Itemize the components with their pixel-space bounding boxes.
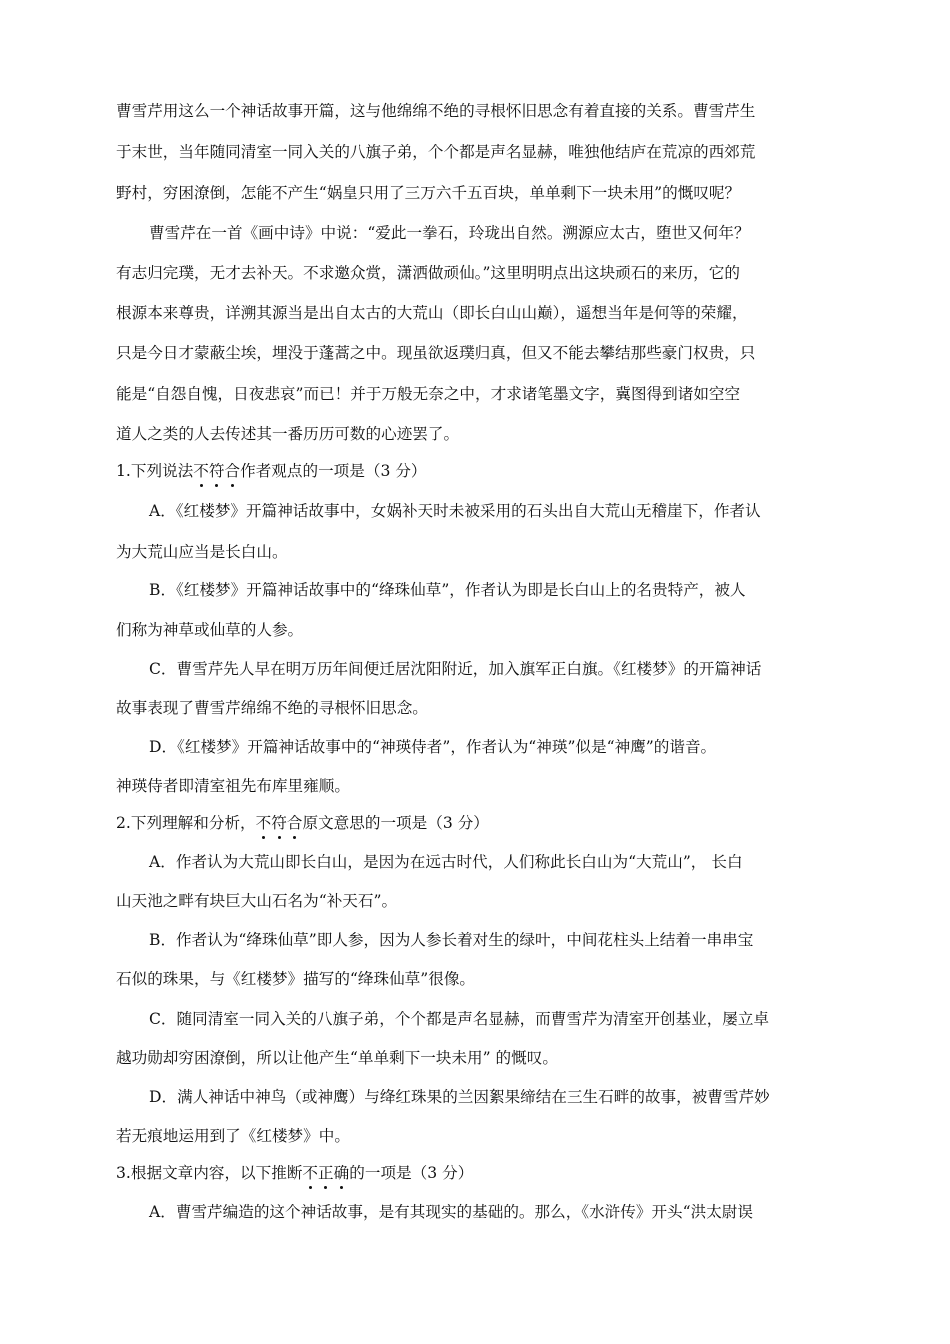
option-b: B．作者认为“绛珠仙草”即人参，因为人参长着对生的绿叶，中间花柱头上结着一串串宝 — [149, 931, 754, 949]
option-b: B．《红楼梦》开篇神话故事中的“绛珠仙草”，作者认为即是长白山上的名贵特产，被人 — [149, 581, 746, 599]
option-a: A．曹雪芹编造的这个神话故事，是有其现实的基础的。那么，《水浒传》开头“洪太尉误 — [149, 1203, 753, 1221]
stem-text: 2.下列理解和分析， — [116, 814, 256, 832]
emphasis-char: 正 — [318, 1164, 334, 1182]
emphasis-char: 符 — [208, 462, 225, 480]
passage-line: 根源本来尊贵，详溯其源当是出自太古的大荒山（即长白山山巅），遥想当年是何等的荣耀， — [116, 304, 748, 322]
passage-line: 能是“自怨自愧，日夜悲哀”而已！并于万般无奈之中，才求诸笔墨文字，冀图得到诸如空空 — [116, 385, 741, 403]
stem-text: 3.根据文章内容，以下推断 — [116, 1164, 303, 1182]
option-c: C．随同清室一同入关的八旗子弟，个个都是声名显赫，而曹雪芹为清室开创基业，屡立卓 — [149, 1010, 770, 1028]
option-a: A．作者认为大荒山即长白山，是因为在远古时代，人们称此长白山为“大荒山”， 长白 — [149, 853, 743, 871]
option-a-cont: 为大荒山应当是长白山。 — [116, 543, 288, 561]
question-1-stem — [116, 461, 427, 481]
emphasis-char: 确 — [333, 1164, 350, 1182]
passage-line: 只是今日才蒙蔽尘埃，埋没于蓬蒿之中。现虽欲返璞归真，但又不能去攀结那些豪门权贵，只 — [116, 344, 756, 362]
stem-text: 作者观点的一项是（3 分） — [240, 462, 427, 480]
emphasis-char: 不 — [302, 1164, 319, 1182]
emphasis-char: 合 — [224, 462, 241, 480]
stem-text: 原文意思的一项是（3 分） — [302, 814, 489, 832]
passage-line: 曹雪芹在一首《画中诗》中说：“爱此一拳石，玲珑出自然。溯源应太古，堕世又何年？ — [149, 224, 750, 242]
passage-line: 道人之类的人去传述其一番历历可数的心迹罢了。 — [116, 425, 460, 443]
passage-line: 于末世，当年随同清室一同入关的八旗子弟，个个都是声名显赫，唯独他结庐在荒凉的西郊荒 — [116, 143, 756, 161]
passage-line: 曹雪芹用这么一个神话故事开篇，这与他绵绵不绝的寻根怀旧思念有着直接的关系。曹雪芹生 — [116, 102, 756, 120]
option-c-cont: 越功勋却穷困潦倒，所以让他产生“单单剩下一块未用” 的慨叹。 — [116, 1049, 558, 1067]
option-d: D．满人神话中神鸟（或神鹰）与绛红珠果的兰因絮果缔结在三生石畔的故事，被曹雪芹妙 — [149, 1088, 770, 1106]
passage-line: 野村，穷困潦倒，怎能不产生“娲皇只用了三万六千五百块，单单剩下一块未用”的慨叹呢？ — [116, 184, 741, 202]
option-c: C．曹雪芹先人早在明万历年间便迁居沈阳附近，加入旗军正白旗。《红楼梦》的开篇神话 — [149, 660, 762, 678]
option-a-cont: 山天池之畔有块巨大山石名为“补天石”。 — [116, 892, 398, 910]
stem-text: 1.下列说法 — [116, 462, 194, 480]
passage-line: 有志归完璞，无才去补天。不求邀众赏，潇洒做顽仙。”这里明明点出这块顽石的来历，它的 — [116, 264, 740, 282]
question-2-stem — [116, 813, 489, 833]
option-c-cont: 故事表现了曹雪芹绵绵不绝的寻根怀旧思念。 — [116, 699, 428, 717]
stem-text: 的一项是（3 分） — [349, 1164, 474, 1182]
emphasis-char: 不 — [193, 462, 209, 480]
emphasis-char: 符 — [271, 814, 287, 832]
option-d-cont: 神瑛侍者即清室祖先布库里雍顺。 — [116, 777, 350, 795]
option-b-cont: 石似的珠果，与《红楼梦》描写的“绛珠仙草”很像。 — [116, 970, 476, 988]
option-d-cont: 若无痕地运用到了《红楼梦》中。 — [116, 1127, 350, 1145]
option-a: A．《红楼梦》开篇神话故事中，女娲补天时未被采用的石头出自大荒山无稽崖下，作者认 — [149, 502, 761, 520]
emphasis-char: 不 — [255, 814, 272, 832]
emphasis-char: 合 — [286, 814, 303, 832]
question-3-stem — [116, 1163, 473, 1183]
option-b-cont: 们称为神草或仙草的人参。 — [116, 621, 304, 639]
option-d: D．《红楼梦》开篇神话故事中的“神瑛侍者”，作者认为“神瑛”似是“神鹰”的谐音。 — [149, 738, 717, 756]
